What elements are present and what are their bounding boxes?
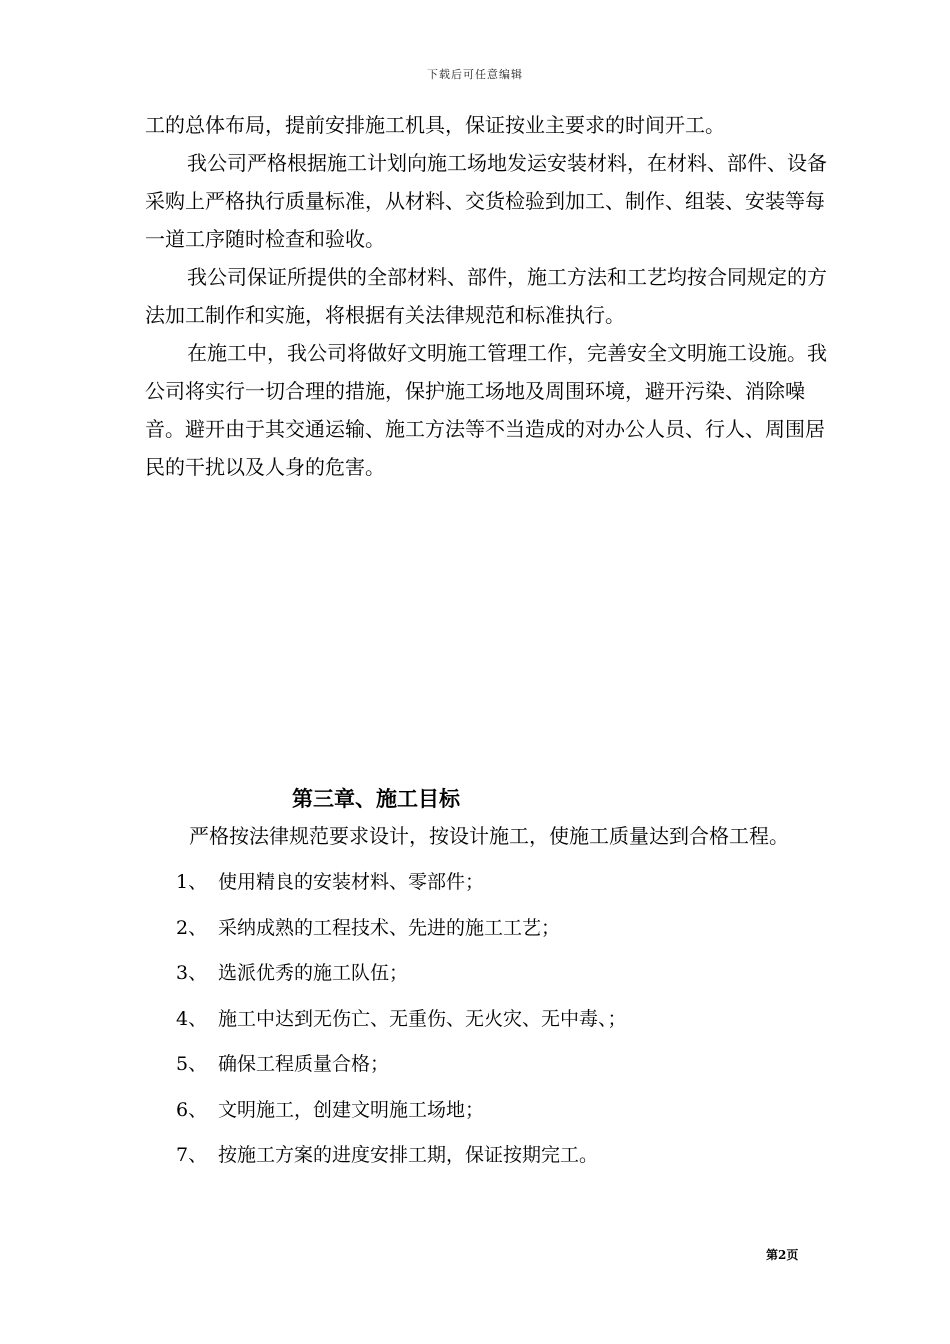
goal-item <box>176 866 627 912</box>
goal-text: 采纳成熟的工程技术、先进的施工工艺； <box>218 916 561 939</box>
goal-number: 2、 <box>176 916 208 939</box>
goal-number: 1、 <box>176 871 208 893</box>
header-note: 下载后可任意编辑 <box>427 68 523 81</box>
goal-item <box>176 957 627 1003</box>
goal-text: 施工中达到无伤亡、无重伤、无火灾、无中毒、； <box>218 1007 627 1030</box>
goal-text: 选派优秀的施工队伍； <box>218 962 409 984</box>
goal-item <box>176 1139 627 1185</box>
goal-item <box>176 1048 627 1094</box>
paragraph-2: 我公司严格根据施工计划向施工场地发运安装材料，在材料、部件、设备采购上严格执行质量标准，从材料、交货检验到加工、制作、组装、安装等每一道工序随时检查和验收。 <box>145 151 827 251</box>
goal-list <box>176 866 627 1185</box>
paragraph-1: 工的总体布局，提前安排施工机具，保证按业主要求的时间开工。 <box>145 113 725 137</box>
goal-item <box>176 1094 627 1140</box>
goal-text: 使用精良的安装材料、零部件； <box>218 871 485 893</box>
goal-text: 文明施工，创建文明施工场地； <box>218 1098 485 1121</box>
chapter-title: 第三章、施工目标 <box>292 787 460 811</box>
goal-number: 5、 <box>176 1053 208 1075</box>
goal-number: 6、 <box>176 1098 208 1121</box>
goal-number: 3、 <box>176 962 208 984</box>
goal-number: 7、 <box>176 1144 208 1166</box>
goal-intro: 严格按法律规范要求设计，按设计施工，使施工质量达到合格工程。 <box>189 824 789 848</box>
paragraph-3: 我公司保证所提供的全部材料、部件，施工方法和工艺均按合同规定的方法加工制作和实施，将根据有关法律规范和标准执行。 <box>145 265 827 327</box>
page-number: 第2页 <box>766 1248 799 1262</box>
goal-number: 4、 <box>176 1007 208 1030</box>
goal-item <box>176 912 627 958</box>
goal-item <box>176 1003 627 1049</box>
paragraph-4: 在施工中，我公司将做好文明施工管理工作，完善安全文明施工设施。我公司将实行一切合理的措施，保护施工场地及周围环境，避开污染、消除噪音。避开由于其交通运输、施工方法等不当造成的对办公人员、行人、周围居民的干扰以及人身的危害。 <box>145 341 827 479</box>
goal-text: 确保工程质量合格； <box>218 1053 390 1075</box>
goal-text: 按施工方案的进度安排工期，保证按期完工。 <box>218 1144 599 1166</box>
body-text <box>145 106 835 486</box>
